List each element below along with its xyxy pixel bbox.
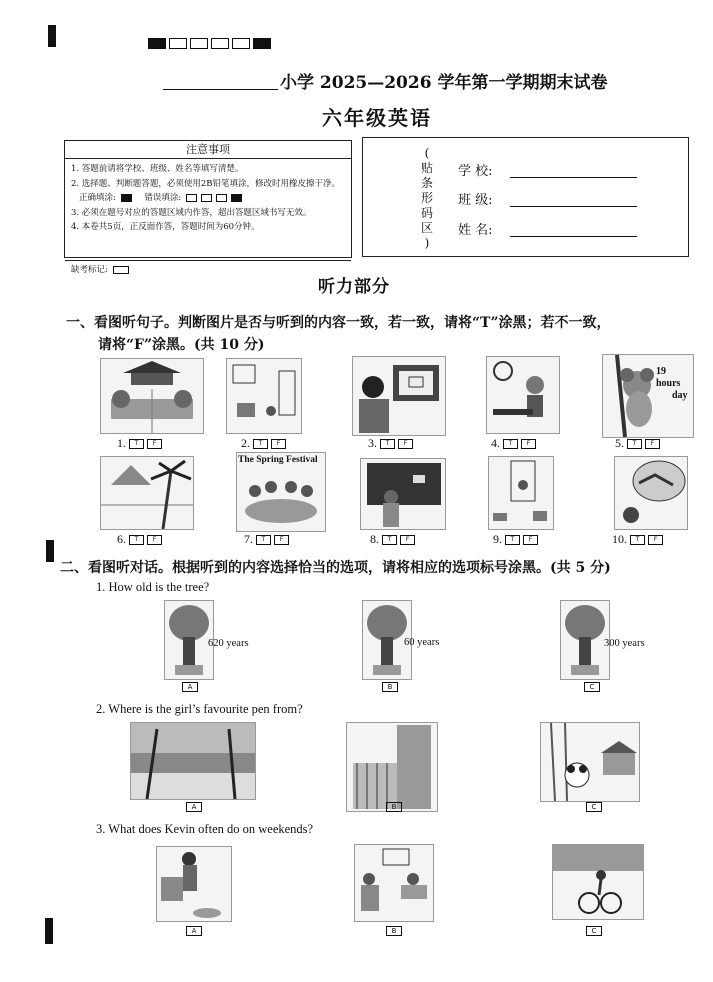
name-field-input[interactable] bbox=[510, 235, 637, 237]
spring-festival-caption: The Spring Festival bbox=[238, 455, 318, 465]
pic-9-messy-room bbox=[488, 456, 554, 530]
false-bubble[interactable]: F bbox=[523, 535, 538, 545]
q2-option-a-bubble[interactable]: A bbox=[186, 802, 202, 812]
false-bubble[interactable]: F bbox=[645, 439, 660, 449]
false-bubble[interactable]: F bbox=[648, 535, 663, 545]
q2-option-b-building bbox=[346, 722, 438, 812]
pic-4-park-bench bbox=[486, 356, 560, 434]
q2-option-c-bubble[interactable]: C bbox=[586, 802, 602, 812]
correct-fill-sample bbox=[121, 194, 132, 202]
koala-caption: hours bbox=[656, 378, 681, 389]
wrong-fill-sample bbox=[216, 194, 227, 202]
question-2-text: 2. Where is the girl’s favourite pen from? bbox=[96, 702, 303, 716]
item-5-answer: 5. T F bbox=[615, 436, 660, 451]
true-bubble[interactable]: T bbox=[503, 439, 518, 449]
true-bubble[interactable]: T bbox=[380, 439, 395, 449]
absent-checkbox[interactable] bbox=[113, 266, 129, 274]
q1-option-a-tree bbox=[164, 600, 214, 680]
false-bubble[interactable]: F bbox=[147, 535, 162, 545]
item-9-answer: 9. T F bbox=[493, 532, 538, 547]
corner-mark bbox=[45, 918, 53, 944]
false-bubble[interactable]: F bbox=[398, 439, 413, 449]
absent-label: 缺考标记: bbox=[71, 265, 108, 275]
true-bubble[interactable]: T bbox=[129, 439, 144, 449]
koala-caption: day bbox=[672, 390, 688, 401]
school-name-blank bbox=[163, 88, 278, 90]
false-bubble[interactable]: F bbox=[271, 439, 286, 449]
q1-option-b-bubble[interactable]: B bbox=[382, 682, 398, 692]
notice-item: 4. 本卷共5页，正反面作答，答题时间为60分钟。 bbox=[71, 222, 260, 232]
wrong-fill-sample bbox=[231, 194, 242, 202]
true-bubble[interactable]: T bbox=[627, 439, 642, 449]
true-bubble[interactable]: T bbox=[505, 535, 520, 545]
notice-item: 3. 必须在题号对应的答题区域内作答，超出答题区域书写无效。 bbox=[71, 207, 312, 218]
class-field-label: 班 级: bbox=[458, 193, 493, 208]
part1-instruction: 请将“F”涂黑。(共 10 分) bbox=[98, 337, 265, 353]
q3-option-a-cleaning bbox=[156, 846, 232, 922]
item-10-answer: 10. T F bbox=[612, 532, 663, 547]
pic-2-room bbox=[226, 358, 302, 434]
notice-box bbox=[64, 140, 352, 275]
true-bubble[interactable]: T bbox=[382, 535, 397, 545]
true-bubble[interactable]: T bbox=[256, 535, 271, 545]
q2-option-a-beach bbox=[130, 722, 256, 800]
exam-subject: 六年级英语 bbox=[322, 106, 432, 130]
q1-option-a-bubble[interactable]: A bbox=[182, 682, 198, 692]
barcode-label: ( 贴 条 形 码 区 ) bbox=[420, 146, 433, 250]
q1-option-b-caption: 60 years bbox=[404, 637, 440, 648]
name-field-label: 姓 名: bbox=[458, 223, 493, 238]
notice-item: 1. 答题前请将学校、班级、姓名等填写清楚。 bbox=[71, 164, 244, 174]
class-field-input[interactable] bbox=[510, 205, 637, 207]
barcode-area bbox=[362, 137, 689, 257]
item-8-answer: 8. T F bbox=[370, 532, 415, 547]
pic-6-beach-palm bbox=[100, 456, 194, 530]
koala-caption: 19 bbox=[656, 366, 666, 377]
pic-8-blackboard bbox=[360, 458, 446, 530]
corner-mark bbox=[46, 540, 54, 562]
q1-option-c-bubble[interactable]: C bbox=[584, 682, 600, 692]
notice-item: 错误填涂: bbox=[144, 193, 182, 203]
true-bubble[interactable]: T bbox=[630, 535, 645, 545]
true-bubble[interactable]: T bbox=[129, 535, 144, 545]
false-bubble[interactable]: F bbox=[400, 535, 415, 545]
pic-3-computer bbox=[352, 356, 446, 436]
corner-mark bbox=[48, 25, 56, 47]
school-field-label: 学 校: bbox=[458, 164, 493, 179]
false-bubble[interactable]: F bbox=[274, 535, 289, 545]
q3-option-c-cycling bbox=[552, 844, 644, 920]
item-7-answer: 7. T F bbox=[244, 532, 289, 547]
q3-option-c-bubble[interactable]: C bbox=[586, 926, 602, 936]
notice-heading: 注意事项 bbox=[65, 141, 351, 159]
q3-option-b-visiting-grandparents bbox=[354, 844, 434, 922]
q3-option-a-bubble[interactable]: A bbox=[186, 926, 202, 936]
item-2-answer: 2. T F bbox=[241, 436, 286, 451]
false-bubble[interactable]: F bbox=[147, 439, 162, 449]
false-bubble[interactable]: F bbox=[521, 439, 536, 449]
item-6-answer: 6. T F bbox=[117, 532, 162, 547]
listening-section-title: 听力部分 bbox=[318, 277, 390, 297]
q1-option-a-caption: 620 years bbox=[208, 638, 249, 649]
wrong-fill-sample bbox=[186, 194, 197, 202]
item-4-answer: 4. T F bbox=[491, 436, 536, 451]
question-1-text: 1. How old is the tree? bbox=[96, 580, 210, 594]
notice-item: 正确填涂: bbox=[79, 193, 116, 203]
school-field-input[interactable] bbox=[510, 176, 637, 178]
q3-option-b-bubble[interactable]: B bbox=[386, 926, 402, 936]
part1-instruction: 一、看图听句子。判断图片是否与听到的内容一致，若一致，请将“T”涂黑；若不一致， bbox=[66, 315, 611, 331]
true-bubble[interactable]: T bbox=[253, 439, 268, 449]
question-3-text: 3. What does Kevin often do on weekends? bbox=[96, 822, 314, 836]
pic-1-palace bbox=[100, 358, 204, 434]
q1-option-c-tree bbox=[560, 600, 610, 680]
item-1-answer: 1. T F bbox=[117, 436, 162, 451]
pic-10-great-wall-dream bbox=[614, 456, 688, 530]
notice-item: 2. 选择题、判断题答题，必须使用2B铅笔填涂，修改时用橡皮擦干净。 bbox=[71, 178, 340, 189]
q2-option-c-panda bbox=[540, 722, 640, 802]
q2-option-b-bubble[interactable]: B bbox=[386, 802, 402, 812]
part2-instruction: 二、看图听对话。根据听到的内容选择恰当的选项，请将相应的选项标号涂黑。(共 5 分) bbox=[60, 560, 611, 576]
exam-code-boxes bbox=[148, 33, 274, 52]
q1-option-c-caption: 300 years bbox=[604, 638, 645, 649]
exam-title: 小学 2025—2026 学年第一学期期末试卷 bbox=[280, 73, 608, 93]
item-3-answer: 3. T F bbox=[368, 436, 413, 451]
wrong-fill-sample bbox=[201, 194, 212, 202]
